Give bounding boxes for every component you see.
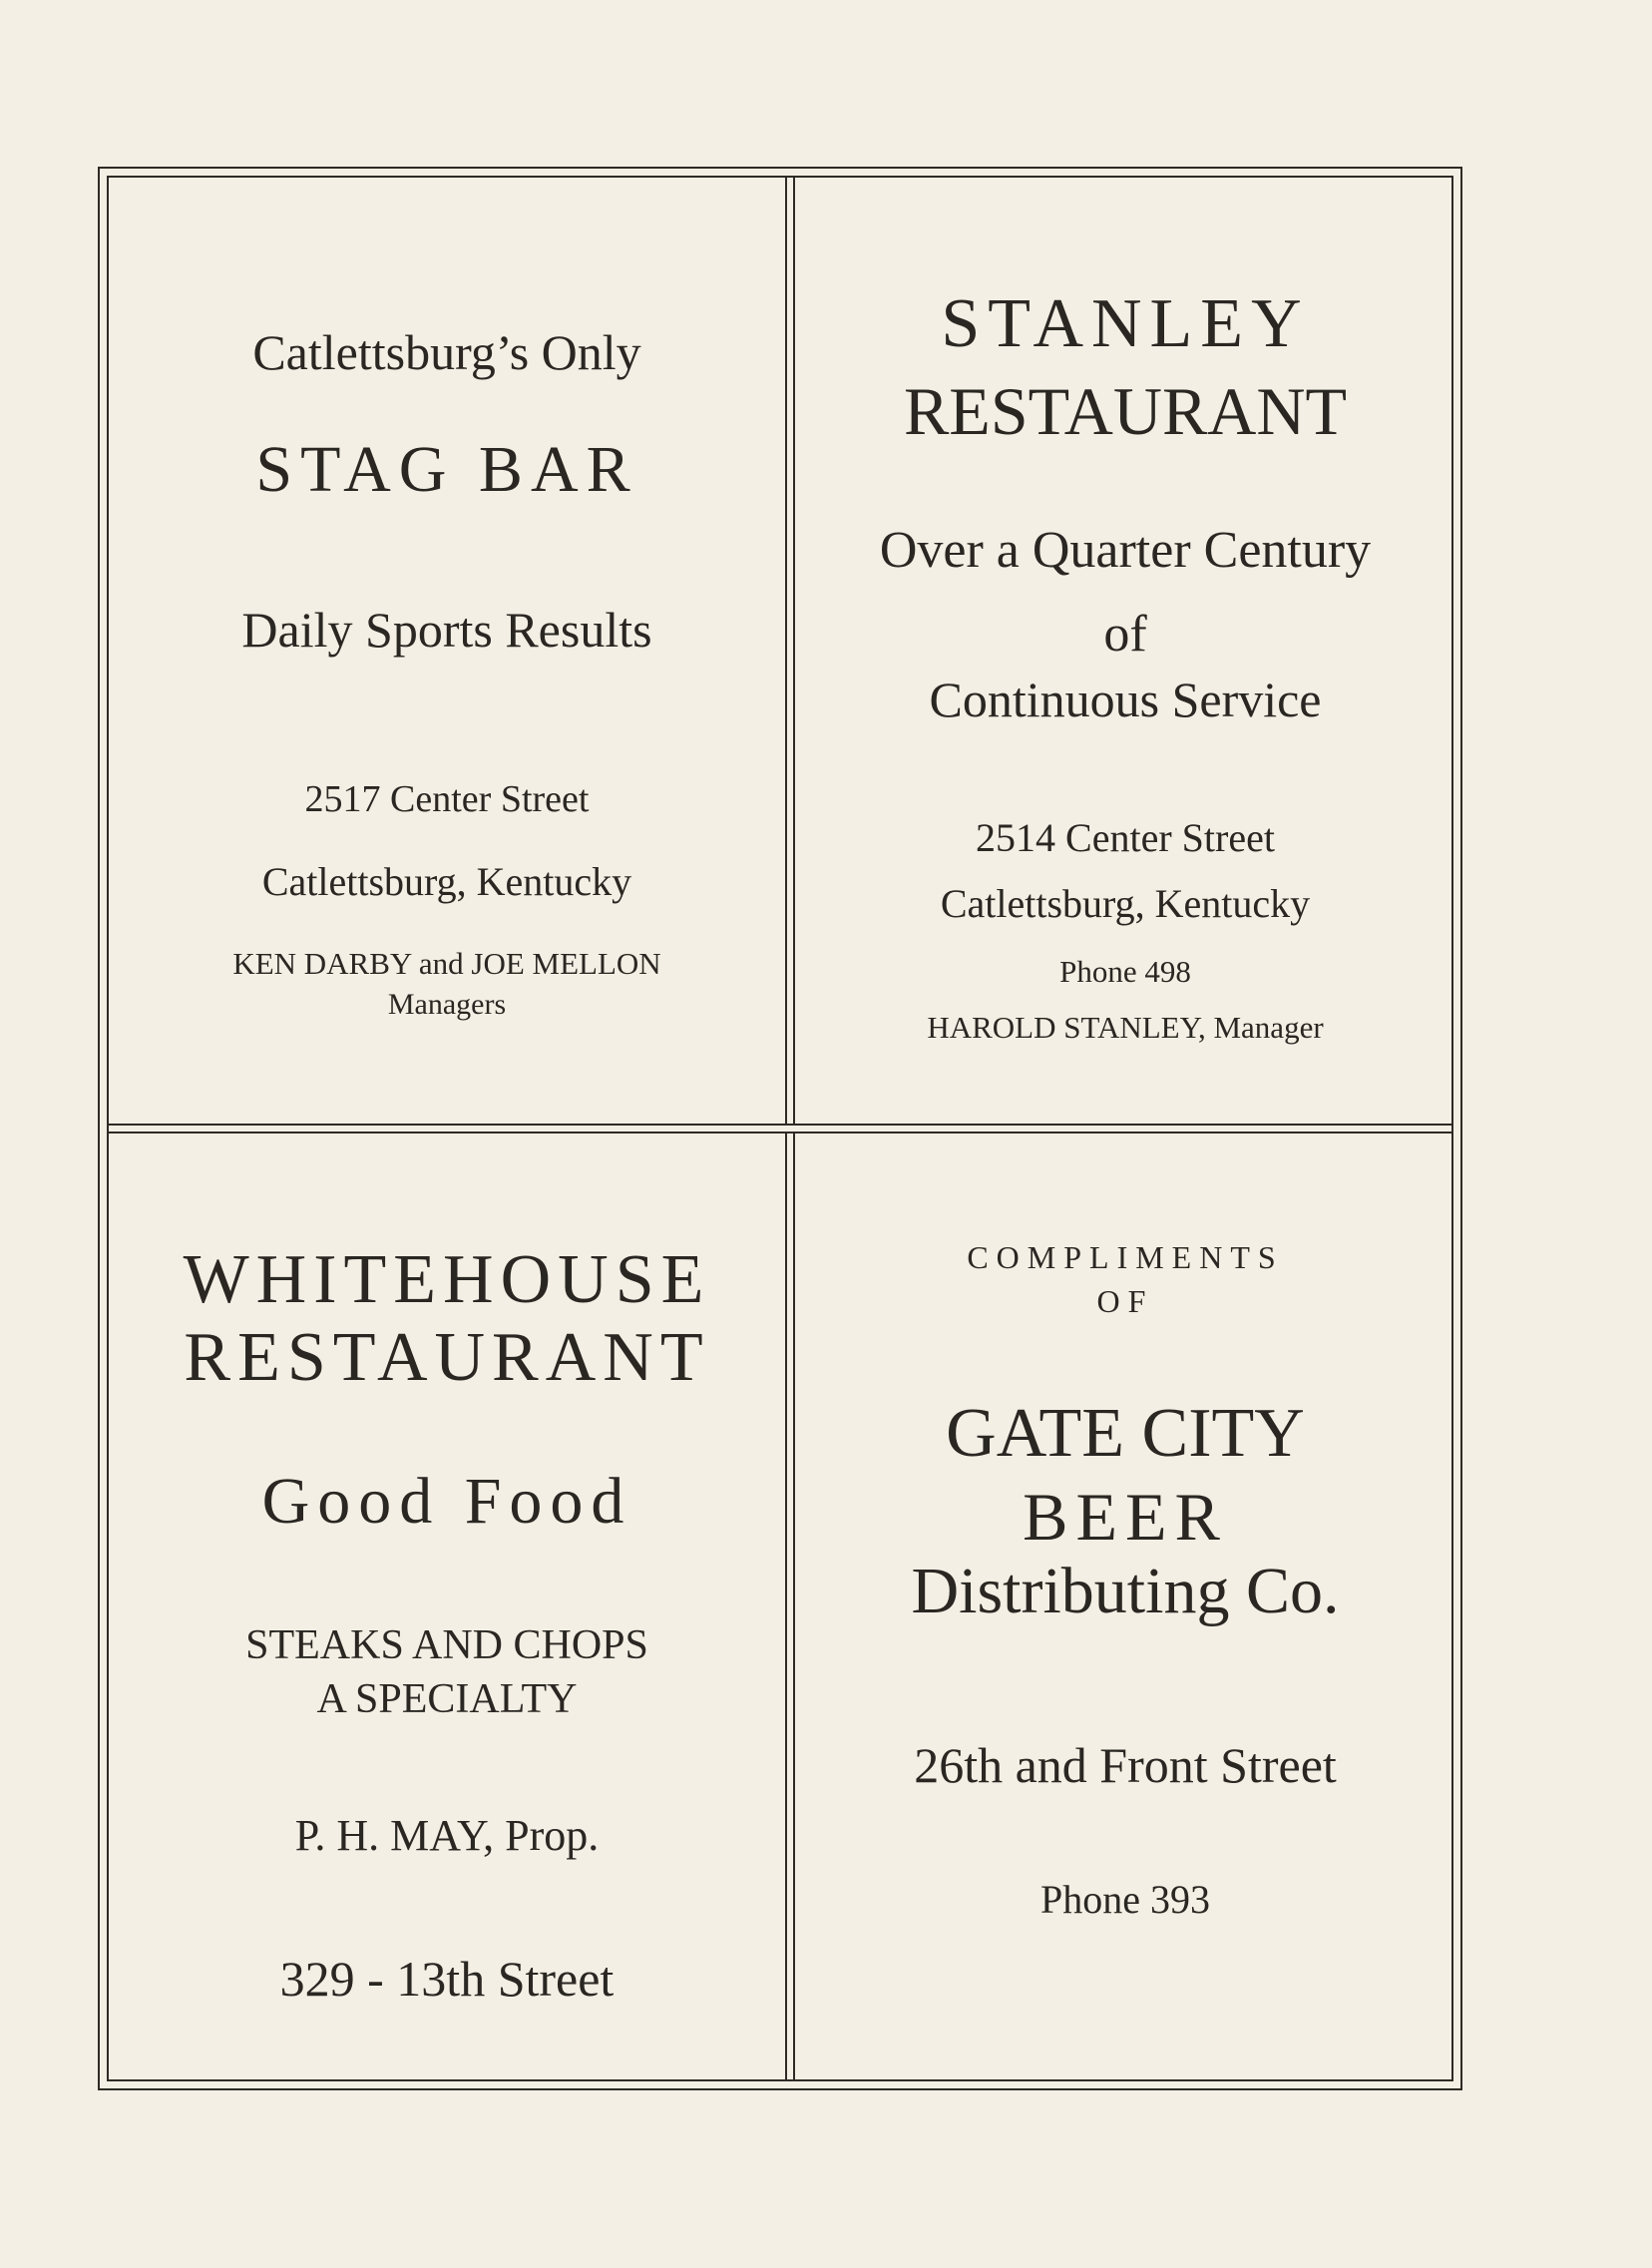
ad-stanley-restaurant: [795, 178, 1455, 1124]
gate-city-address: 26th and Front Street: [914, 1737, 1337, 1793]
stag-bar-managers-title: Managers: [387, 988, 507, 1021]
stanley-name-line2: RESTAURANT: [903, 373, 1348, 449]
whitehouse-specialty-line1: STEAKS AND CHOPS: [245, 1622, 648, 1668]
ad-gate-city-beer: [795, 1134, 1455, 2081]
stag-bar-city: Catlettsburg, Kentucky: [261, 859, 632, 904]
stag-bar-feature: Daily Sports Results: [241, 602, 652, 658]
stanley-slogan-line2: of: [1103, 606, 1147, 663]
stag-bar-managers: KEN DARBY and JOE MELLON: [232, 946, 661, 981]
stag-bar-address: 2517 Center Street: [304, 778, 590, 820]
advertisement-page-frame: [98, 167, 1462, 2090]
whitehouse-proprietor: P. H. MAY, Prop.: [294, 1811, 600, 1860]
whitehouse-name-line2: RESTAURANT: [184, 1319, 710, 1396]
gate-city-compliments-line1: COMPLIMENTS: [967, 1239, 1284, 1275]
horizontal-divider: [109, 1124, 1451, 1134]
stanley-address: 2514 Center Street: [976, 815, 1275, 860]
stanley-manager: HAROLD STANLEY, Manager: [927, 1010, 1324, 1045]
gate-city-name-line2: BEER: [1023, 1479, 1228, 1555]
whitehouse-name-line1: WHITEHOUSE: [183, 1241, 711, 1318]
stag-bar-name: STAG BAR: [255, 433, 638, 506]
stanley-slogan-line1: Over a Quarter Century: [879, 522, 1372, 579]
whitehouse-address: 329 - 13th Street: [279, 1951, 615, 2007]
stanley-name-line1: STANLEY: [941, 285, 1310, 362]
gate-city-name-line3: Distributing Co.: [911, 1555, 1340, 1627]
stanley-phone: Phone 498: [1059, 954, 1191, 989]
whitehouse-specialty-line2: A SPECIALTY: [316, 1676, 578, 1722]
ad-whitehouse-restaurant: [109, 1134, 785, 2081]
gate-city-compliments-line2: OF: [1096, 1283, 1154, 1319]
gate-city-phone: Phone 393: [1040, 1877, 1210, 1922]
stanley-city: Catlettsburg, Kentucky: [940, 881, 1311, 926]
whitehouse-slogan: Good Food: [261, 1465, 632, 1538]
gate-city-name-line1: GATE CITY: [946, 1395, 1305, 1472]
stag-bar-tagline: Catlettsburg’s Only: [252, 324, 641, 380]
advertisement-grid: [107, 176, 1453, 2081]
ad-stag-bar: [109, 178, 785, 1124]
stanley-slogan-line3: Continuous Service: [929, 672, 1322, 727]
